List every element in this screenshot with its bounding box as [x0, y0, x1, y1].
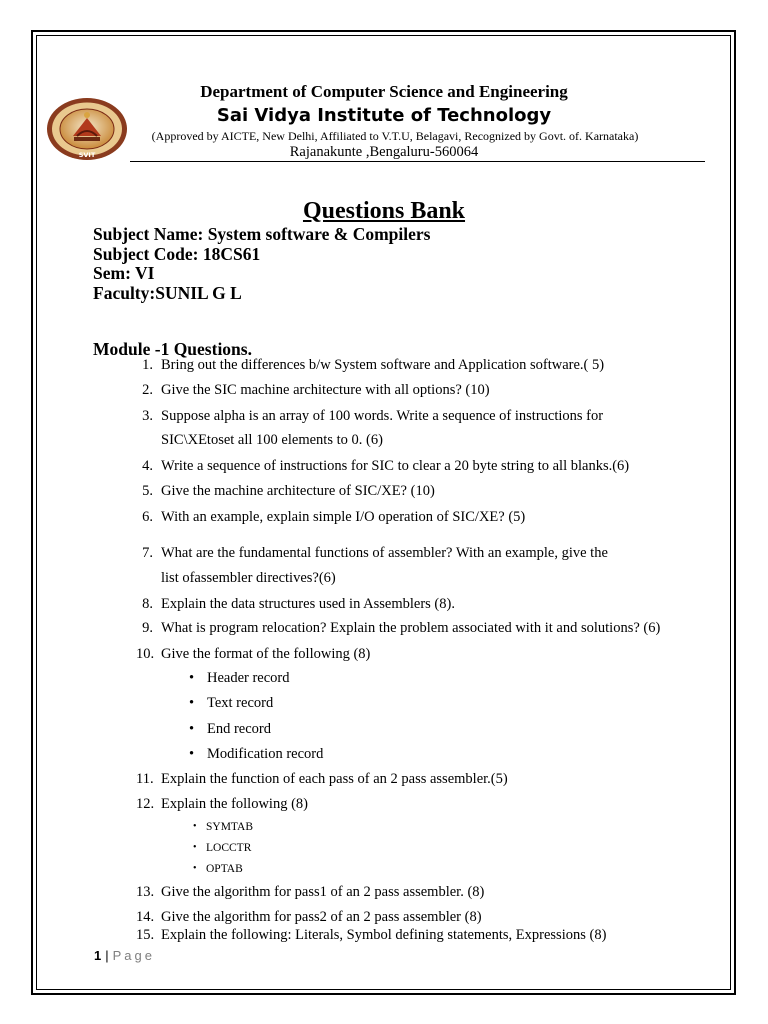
page-footer: [94, 948, 155, 963]
bullet-icon: •: [193, 821, 197, 832]
question-number: 3.: [142, 408, 153, 424]
document-title: Questions Bank: [302, 198, 466, 224]
question-text-continued: list ofassembler directives?(6): [161, 570, 336, 586]
question-number: 9.: [142, 620, 153, 636]
question-number: 1.: [142, 357, 153, 373]
bullet-icon: •: [189, 746, 195, 762]
bullet-icon: •: [193, 863, 197, 874]
question-number: 11.: [136, 771, 154, 787]
subject-name: Subject Name: System software & Compilers: [93, 224, 431, 244]
bullet-text: Modification record: [207, 746, 324, 762]
subject-details: [93, 225, 430, 303]
question-number: 14.: [136, 909, 155, 925]
question-number: 7.: [142, 545, 153, 561]
question-number: 15.: [136, 927, 155, 943]
question-text: Give the algorithm for pass1 of an 2 pass assembler. (8): [161, 884, 485, 900]
question-text: Suppose alpha is an array of 100 words. Write a sequence of instructions for: [161, 408, 604, 424]
header-divider: [130, 161, 705, 162]
question-text-continued: SIC\XEtoset all 100 elements to 0. (6): [161, 432, 383, 448]
question-number: 8.: [142, 596, 153, 612]
bullet-text: LOCCTR: [206, 842, 252, 854]
question-text: What is program relocation? Explain the problem associated with it and solutions? (6): [161, 620, 661, 636]
institute-address: Rajanakunte ,Bengaluru-560064: [289, 144, 479, 160]
department-heading: Department of Computer Science and Engineering: [200, 82, 568, 101]
bullet-icon: •: [193, 842, 197, 853]
page-label: Page: [112, 948, 155, 963]
question-number: 6.: [142, 509, 153, 525]
bullet-text: OPTAB: [206, 863, 243, 875]
question-text: Explain the function of each pass of an 2 pass assembler.(5): [161, 771, 508, 787]
bullet-text: SYMTAB: [206, 821, 254, 833]
bullet-icon: •: [189, 695, 195, 711]
question-text: Bring out the differences b/w System software and Application software.( 5): [161, 357, 605, 373]
footer-separator: |: [105, 948, 109, 963]
question-number: 13.: [136, 884, 155, 900]
bullet-text: Text record: [207, 695, 274, 711]
bullet-text: End record: [207, 721, 272, 737]
subject-code: Subject Code: 18CS61: [93, 243, 261, 264]
bullet-text: Header record: [207, 670, 290, 686]
question-text: What are the fundamental functions of assembler? With an example, give the: [161, 545, 608, 561]
semester: Sem: VI: [93, 263, 155, 284]
question-text: Give the format of the following (8): [161, 646, 371, 662]
question-text: Write a sequence of instructions for SIC to clear a 20 byte string to all blanks.(6): [161, 458, 630, 474]
svg-text:SVIT: SVIT: [78, 151, 96, 159]
question-text: Explain the data structures used in Assemblers (8).: [161, 596, 455, 612]
page-number: 1: [94, 948, 102, 963]
question-text: Give the SIC machine architecture with all options? (10): [161, 382, 490, 398]
institute-name: Sai Vidya Institute of Technology: [216, 105, 552, 126]
question-number: 4.: [142, 458, 153, 474]
approval-line: (Approved by AICTE, New Delhi, Affiliated to V.T.U, Belagavi, Recognized by Govt. of. Karnataka): [151, 129, 639, 143]
question-text: Give the machine architecture of SIC/XE? (10): [161, 483, 435, 499]
question-text: Explain the following: Literals, Symbol defining statements, Expressions (8): [161, 927, 607, 943]
question-number: 12.: [136, 796, 155, 812]
question-number: 10.: [136, 646, 155, 662]
bullet-icon: •: [189, 721, 195, 737]
question-number: 5.: [142, 483, 153, 499]
question-number: 2.: [142, 382, 153, 398]
faculty: Faculty:SUNIL G L: [93, 282, 242, 303]
question-text: Explain the following (8): [161, 796, 308, 812]
bullet-icon: •: [189, 670, 195, 686]
question-text: Give the algorithm for pass2 of an 2 pass assembler (8): [161, 909, 482, 925]
module-heading: Module -1 Questions.: [93, 339, 252, 359]
question-text: With an example, explain simple I/O operation of SIC/XE? (5): [161, 509, 526, 525]
